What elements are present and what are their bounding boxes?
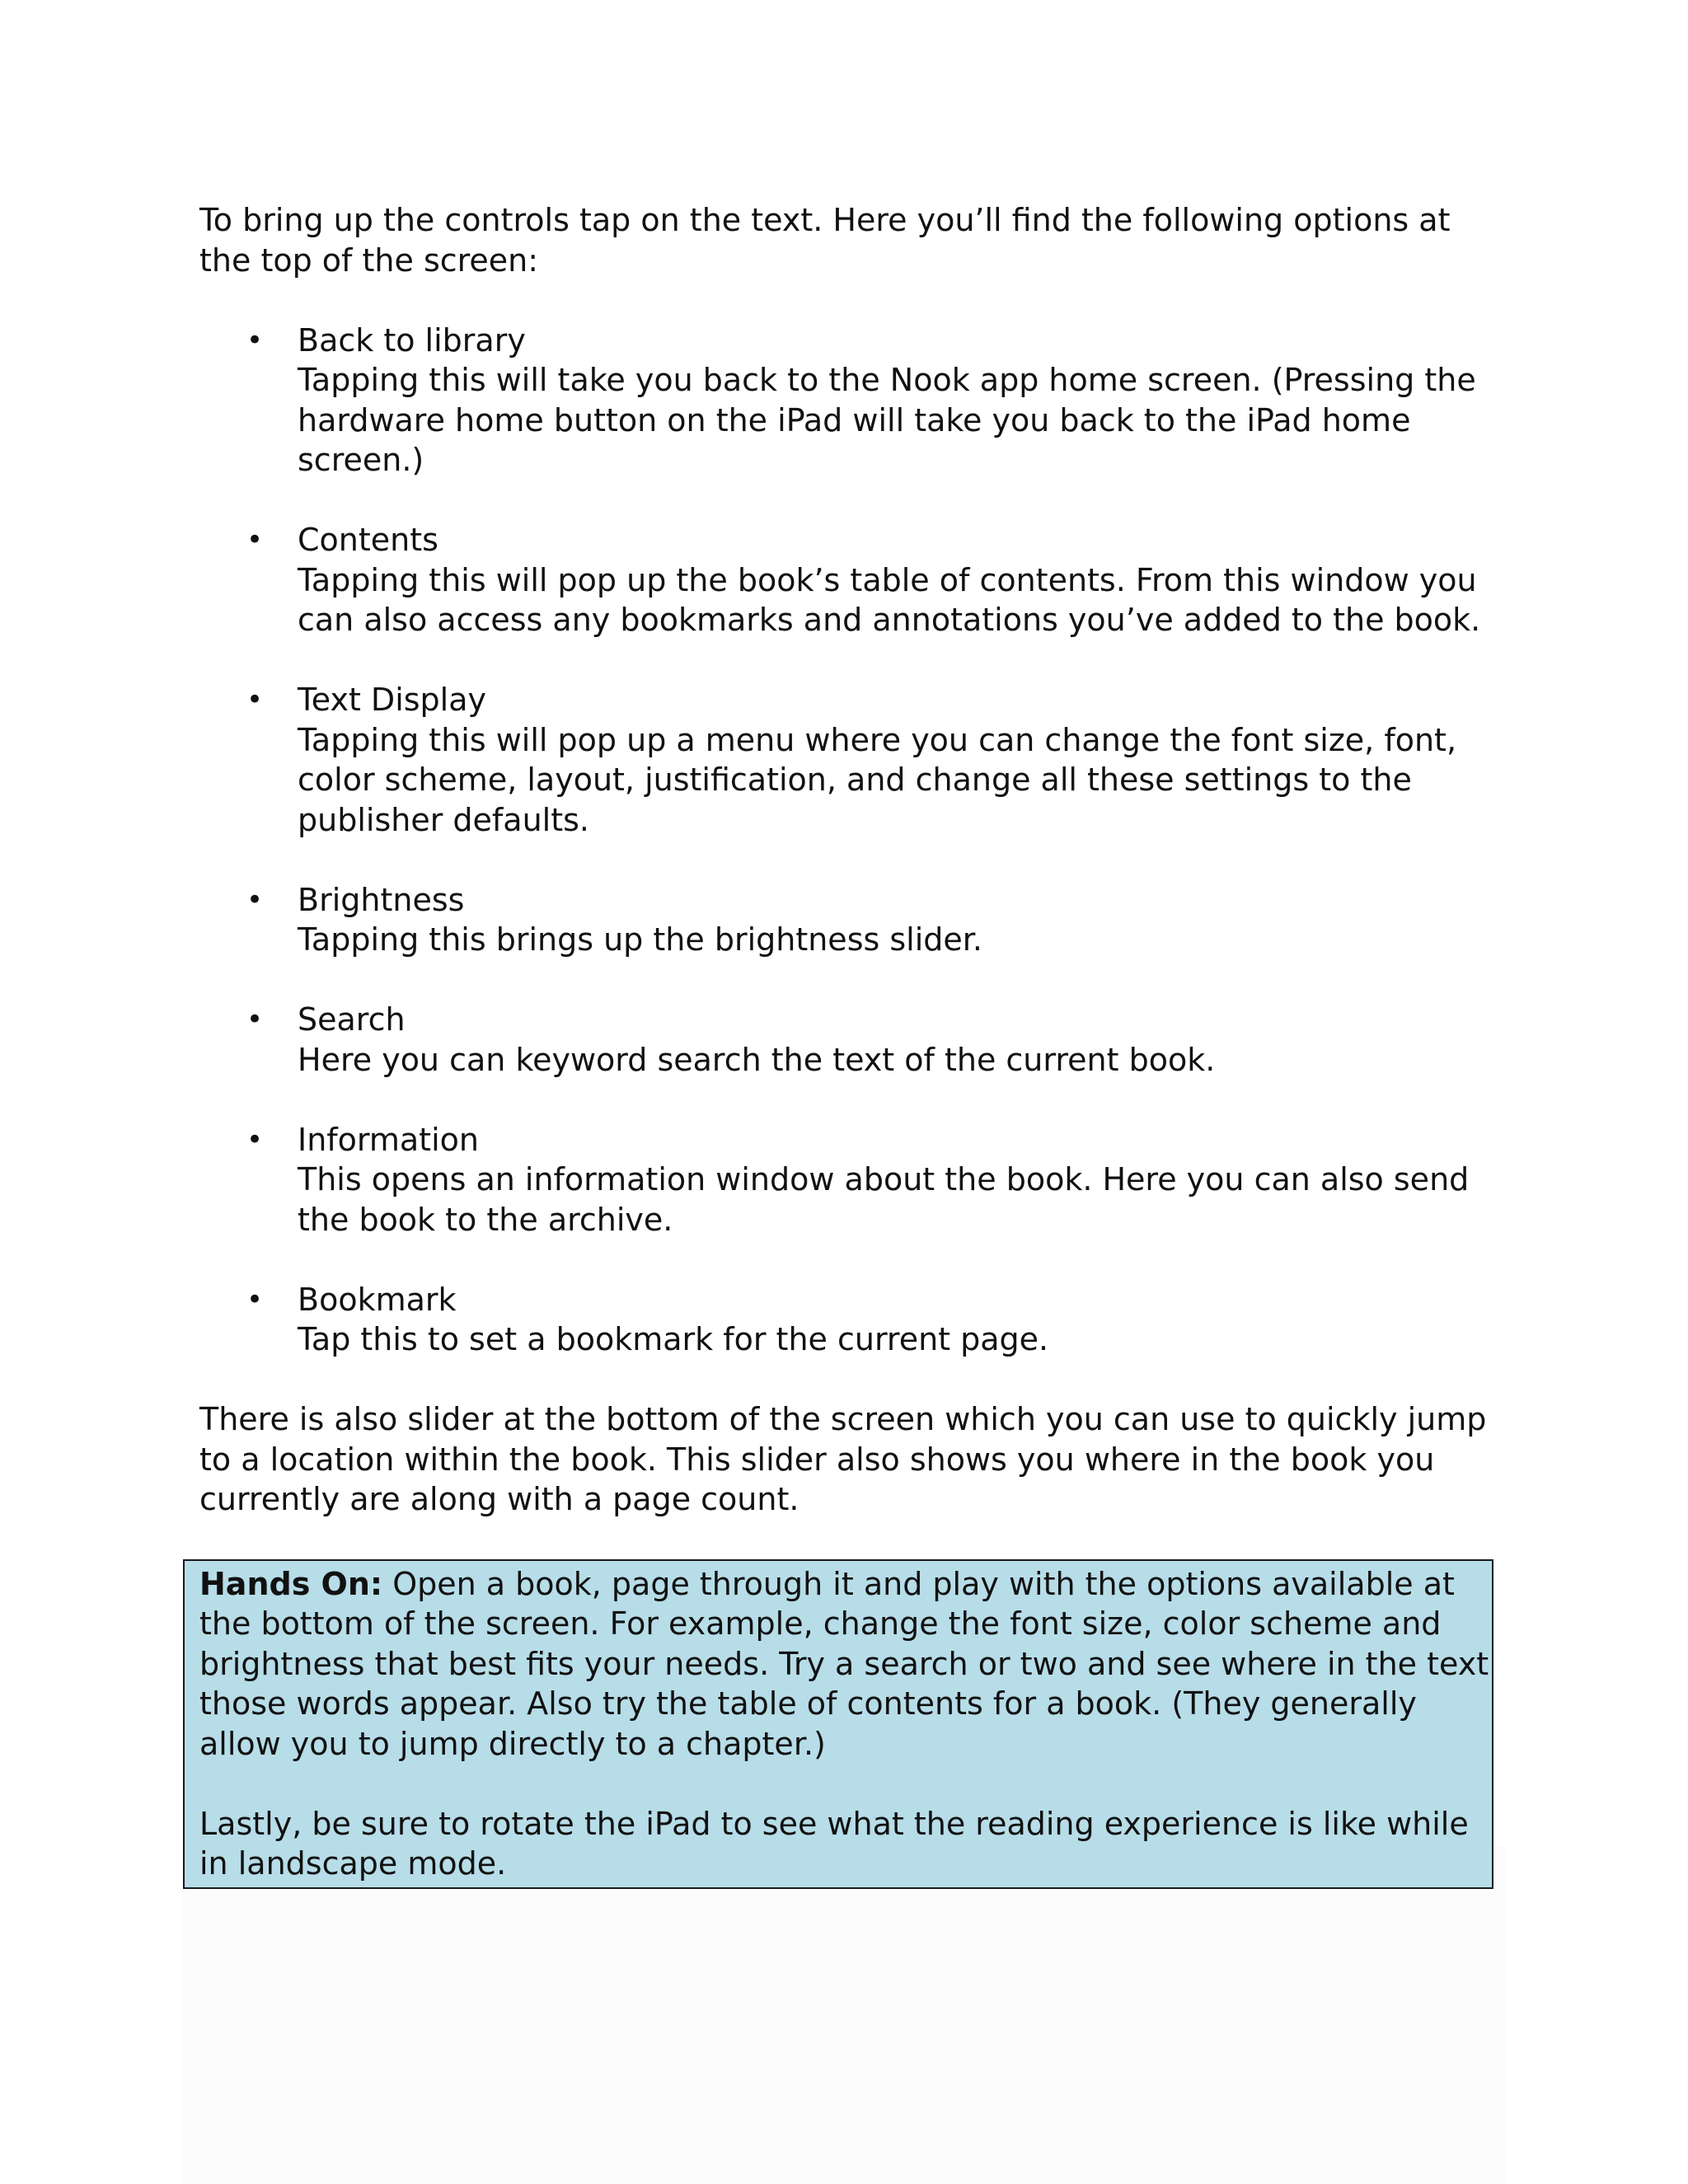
- option-item-bookmark: [199, 1280, 1510, 1360]
- bullet-icon: •: [246, 523, 264, 556]
- option-description: Tapping this will take you back to the Nook app home screen. (Pressing the hardware home button on the iPad will take you back to the iPad home screen.): [298, 362, 1476, 478]
- bullet-icon: •: [246, 883, 264, 916]
- option-item-back-to-library: [199, 321, 1510, 480]
- options-list: [199, 321, 1510, 1360]
- hands-on-box: [183, 1559, 1493, 1889]
- option-title: Brightness: [298, 881, 465, 918]
- option-title: Information: [298, 1121, 479, 1158]
- option-description: Tapping this will pop up the book’s table of contents. From this window you can also access any bookmarks and annotations you’ve added to the book.: [298, 561, 1481, 638]
- hands-on-paragraph: [199, 1564, 1492, 1765]
- option-description: Here you can keyword search the text of the current book.: [298, 1041, 1216, 1078]
- hands-on-note: Lastly, be sure to rotate the iPad to see what the reading experience is like while in landscape mode.: [199, 1805, 1469, 1882]
- intro-paragraph: To bring up the controls tap on the text. Here you’ll find the following options at the top of the screen:: [199, 202, 1451, 279]
- bullet-icon: •: [246, 323, 264, 357]
- bullet-icon: •: [246, 1122, 264, 1156]
- hands-on-label: Hands On:: [199, 1565, 383, 1602]
- document-body: [199, 200, 1510, 1889]
- option-title: Text Display: [298, 682, 487, 718]
- option-description: This opens an information window about the book. Here you can also send the book to the archive.: [298, 1161, 1470, 1238]
- hands-on-text: Open a book, page through it and play with the options available at the bottom of the screen. For example, change the font size, color scheme and brightness that best fits your needs. Try a search or two and see where in the text those words appear. Also try the table of contents for a book. (They generally allow you to jump directly to a chapter.): [199, 1565, 1489, 1762]
- page-bottom-shade: [183, 1846, 1505, 2184]
- paragraph-gap: [199, 1764, 1492, 1804]
- option-description: Tapping this brings up the brightness slider.: [298, 921, 982, 958]
- option-description: Tapping this will pop up a menu where you can change the font size, font, color scheme, layout, justification, and change all these settings to the publisher defaults.: [298, 721, 1457, 838]
- bullet-icon: •: [246, 1003, 264, 1036]
- option-description: Tap this to set a bookmark for the current page.: [298, 1321, 1049, 1357]
- bullet-icon: •: [246, 683, 264, 716]
- option-item-brightness: [199, 880, 1510, 960]
- option-item-information: [199, 1120, 1510, 1240]
- outro-paragraph: There is also slider at the bottom of the screen which you can use to quickly jump to a location within the book. This slider also shows you where in the book you currently are along with a page count.: [199, 1401, 1487, 1517]
- option-title: Back to library: [298, 321, 526, 359]
- option-title: Bookmark: [298, 1281, 457, 1318]
- option-item-search: [199, 1000, 1510, 1080]
- option-item-contents: [199, 520, 1510, 640]
- option-title: Contents: [298, 522, 438, 558]
- bullet-icon: •: [246, 1282, 264, 1316]
- option-item-text-display: [199, 680, 1510, 840]
- option-title: Search: [298, 1001, 406, 1038]
